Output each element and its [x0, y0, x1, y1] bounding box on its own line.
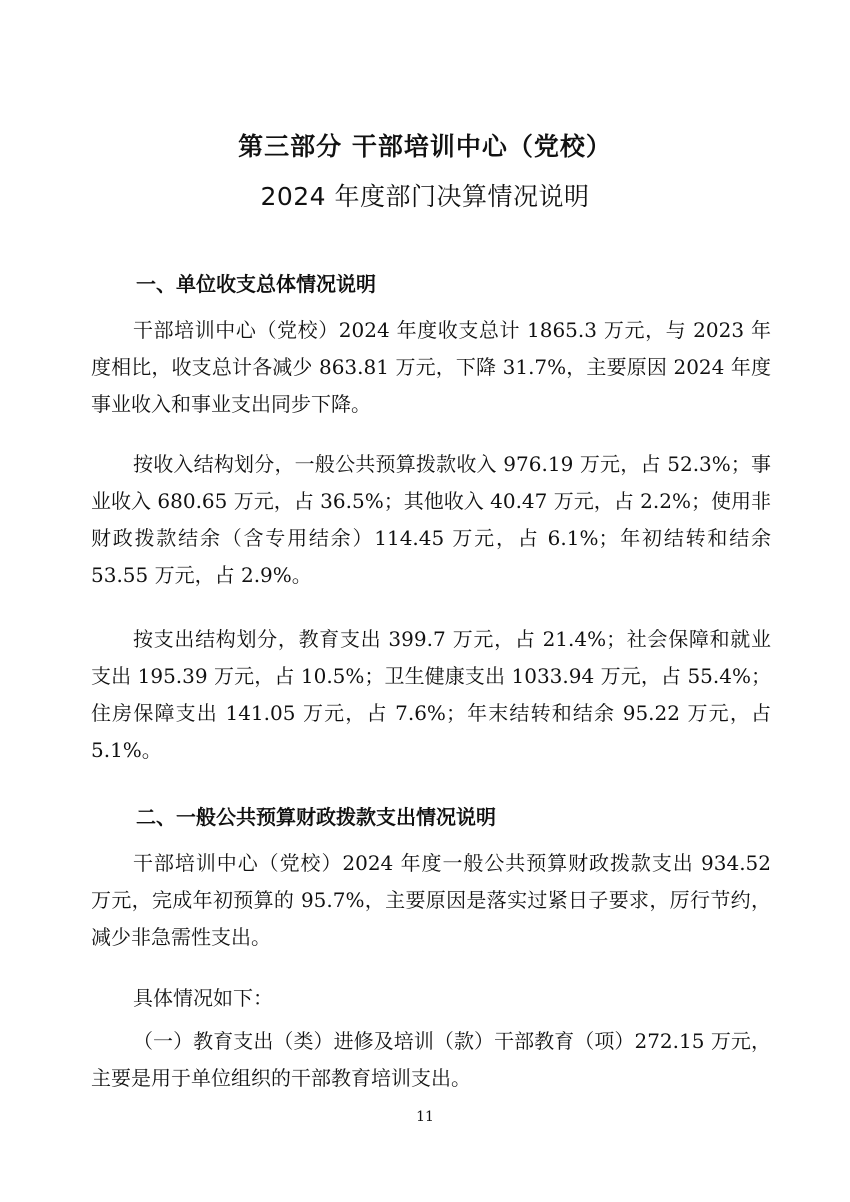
- section2-paragraph-overview: 干部培训中心（党校）2024 年度一般公共预算财政拨款支出 934.52 万元，完成年初预算的 95.7%，主要原因是落实过紧日子要求，厉行节约，减少非急需性支出。: [91, 851, 771, 949]
- document-title-line2: 2024 年度部门决算情况说明: [260, 182, 590, 211]
- section2-paragraph-education-item: （一）教育支出（类）进修及培训（款）干部教育（项）272.15 万元，主要是用于单位组织的干部教育培训支出。: [91, 1029, 771, 1090]
- section2-paragraph-details-intro: 具体情况如下：: [133, 986, 273, 1010]
- section1-paragraph-expense-structure: 按支出结构划分，教育支出 399.7 万元，占 21.4%；社会保障和就业支出 195.39 万元，占 10.5%；卫生健康支出 1033.94 万元，占 55.4%；住房保障支出 141.05 万元，占 7.6%；年末结转和结余 95.22 万元，占 5.1%。: [91, 627, 771, 762]
- page-number: 11: [416, 1109, 434, 1125]
- document-title-line1: 第三部分 干部培训中心（党校）: [238, 132, 612, 161]
- section1-heading: 一、单位收支总体情况说明: [136, 272, 376, 296]
- section1-paragraph-income-structure: 按收入结构划分，一般公共预算拨款收入 976.19 万元，占 52.3%；事业收入 680.65 万元，占 36.5%；其他收入 40.47 万元，占 2.2%；使用非财政拨款结余（含专用结余）114.45 万元，占 6.1%；年初结转和结余 53.55 万元，占 2.9%。: [91, 452, 771, 587]
- section2-heading: 二、一般公共预算财政拨款支出情况说明: [136, 805, 496, 829]
- section1-paragraph-overview: 干部培训中心（党校）2024 年度收支总计 1865.3 万元，与 2023 年度相比，收支总计各减少 863.81 万元，下降 31.7%，主要原因 2024 年度事业收入和事业支出同步下降。: [91, 318, 771, 416]
